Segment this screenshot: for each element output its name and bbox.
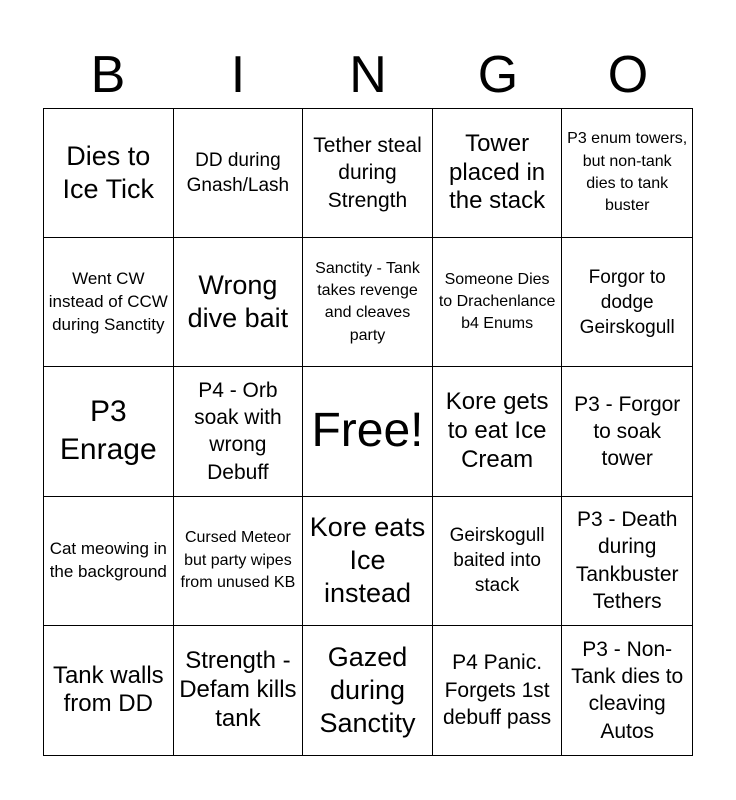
cell-text: Strength - Defam kills tank <box>179 647 297 732</box>
free-space-cell[interactable] <box>303 367 433 496</box>
bingo-board <box>43 108 693 756</box>
header-letter-n: N <box>349 46 387 104</box>
header-letter-i: I <box>230 46 246 104</box>
bingo-cell[interactable] <box>303 238 433 367</box>
bingo-cell[interactable] <box>433 367 563 496</box>
cell-text: Forgor to dodge Geirskogull <box>579 266 675 338</box>
cell-text: P3 enum towers, but non-tank dies to tank buster <box>567 130 688 215</box>
bingo-cell[interactable] <box>303 626 433 755</box>
cell-text: Gazed during Sanctity <box>319 641 416 738</box>
cell-text: Cursed Meteor but party wipes from unused KB <box>180 529 296 591</box>
bingo-cell[interactable] <box>174 626 304 755</box>
cell-text: Wrong dive bait <box>187 270 289 334</box>
cell-text: Geirskogull baited into stack <box>449 525 545 597</box>
cell-text: Someone Dies to Drachenlance b4 Enums <box>438 270 556 333</box>
cell-text: Sanctity - Tank takes revenge and cleaves party <box>315 259 420 344</box>
bingo-cell[interactable] <box>562 109 692 238</box>
cell-text: Tether steal during Strength <box>313 134 422 212</box>
bingo-cell[interactable] <box>562 238 692 367</box>
cell-text: Kore eats Ice instead <box>309 512 426 609</box>
bingo-cell[interactable] <box>44 497 174 626</box>
free-space-label: Free! <box>311 404 424 458</box>
bingo-cell[interactable] <box>433 626 563 755</box>
bingo-cell[interactable] <box>303 109 433 238</box>
cell-text: Dies to Ice Tick <box>62 141 155 205</box>
bingo-cell[interactable] <box>174 238 304 367</box>
cell-text: Cat meowing in the background <box>49 538 167 581</box>
cell-text: P3 Enrage <box>59 395 157 467</box>
bingo-cell[interactable] <box>174 109 304 238</box>
bingo-cell[interactable] <box>433 497 563 626</box>
cell-text: Tank walls from DD <box>52 661 164 718</box>
bingo-cell[interactable] <box>44 238 174 367</box>
bingo-cell[interactable] <box>562 367 692 496</box>
bingo-cell[interactable] <box>303 497 433 626</box>
bingo-cell[interactable] <box>562 626 692 755</box>
bingo-cell[interactable] <box>562 497 692 626</box>
cell-text: P4 Panic. Forgets 1st debuff pass <box>442 651 552 730</box>
bingo-cell[interactable] <box>44 626 174 755</box>
cell-text: Tower placed in the stack <box>449 129 546 215</box>
cell-text: DD during Gnash/Lash <box>186 150 290 197</box>
bingo-cell[interactable] <box>174 367 304 496</box>
bingo-cell[interactable] <box>433 238 563 367</box>
cell-text: P3 - Death during Tankbuster Tethers <box>575 508 679 613</box>
header-letter-b: B <box>90 46 126 104</box>
bingo-cell[interactable] <box>174 497 304 626</box>
bingo-cell[interactable] <box>44 109 174 238</box>
cell-text: P3 - Forgor to soak tower <box>574 392 681 471</box>
cell-text: P3 - Non-Tank dies to cleaving Autos <box>571 637 684 743</box>
cell-text: Went CW instead of CCW during Sanctity <box>48 268 168 334</box>
bingo-cell[interactable] <box>44 367 174 496</box>
cell-text: Kore gets to eat Ice Cream <box>445 388 549 473</box>
header-letter-o: O <box>607 46 649 104</box>
bingo-cell[interactable] <box>433 109 563 238</box>
bingo-header <box>43 44 693 106</box>
cell-text: P4 - Orb soak with wrong Debuff <box>194 378 282 484</box>
header-letter-g: G <box>477 46 519 104</box>
